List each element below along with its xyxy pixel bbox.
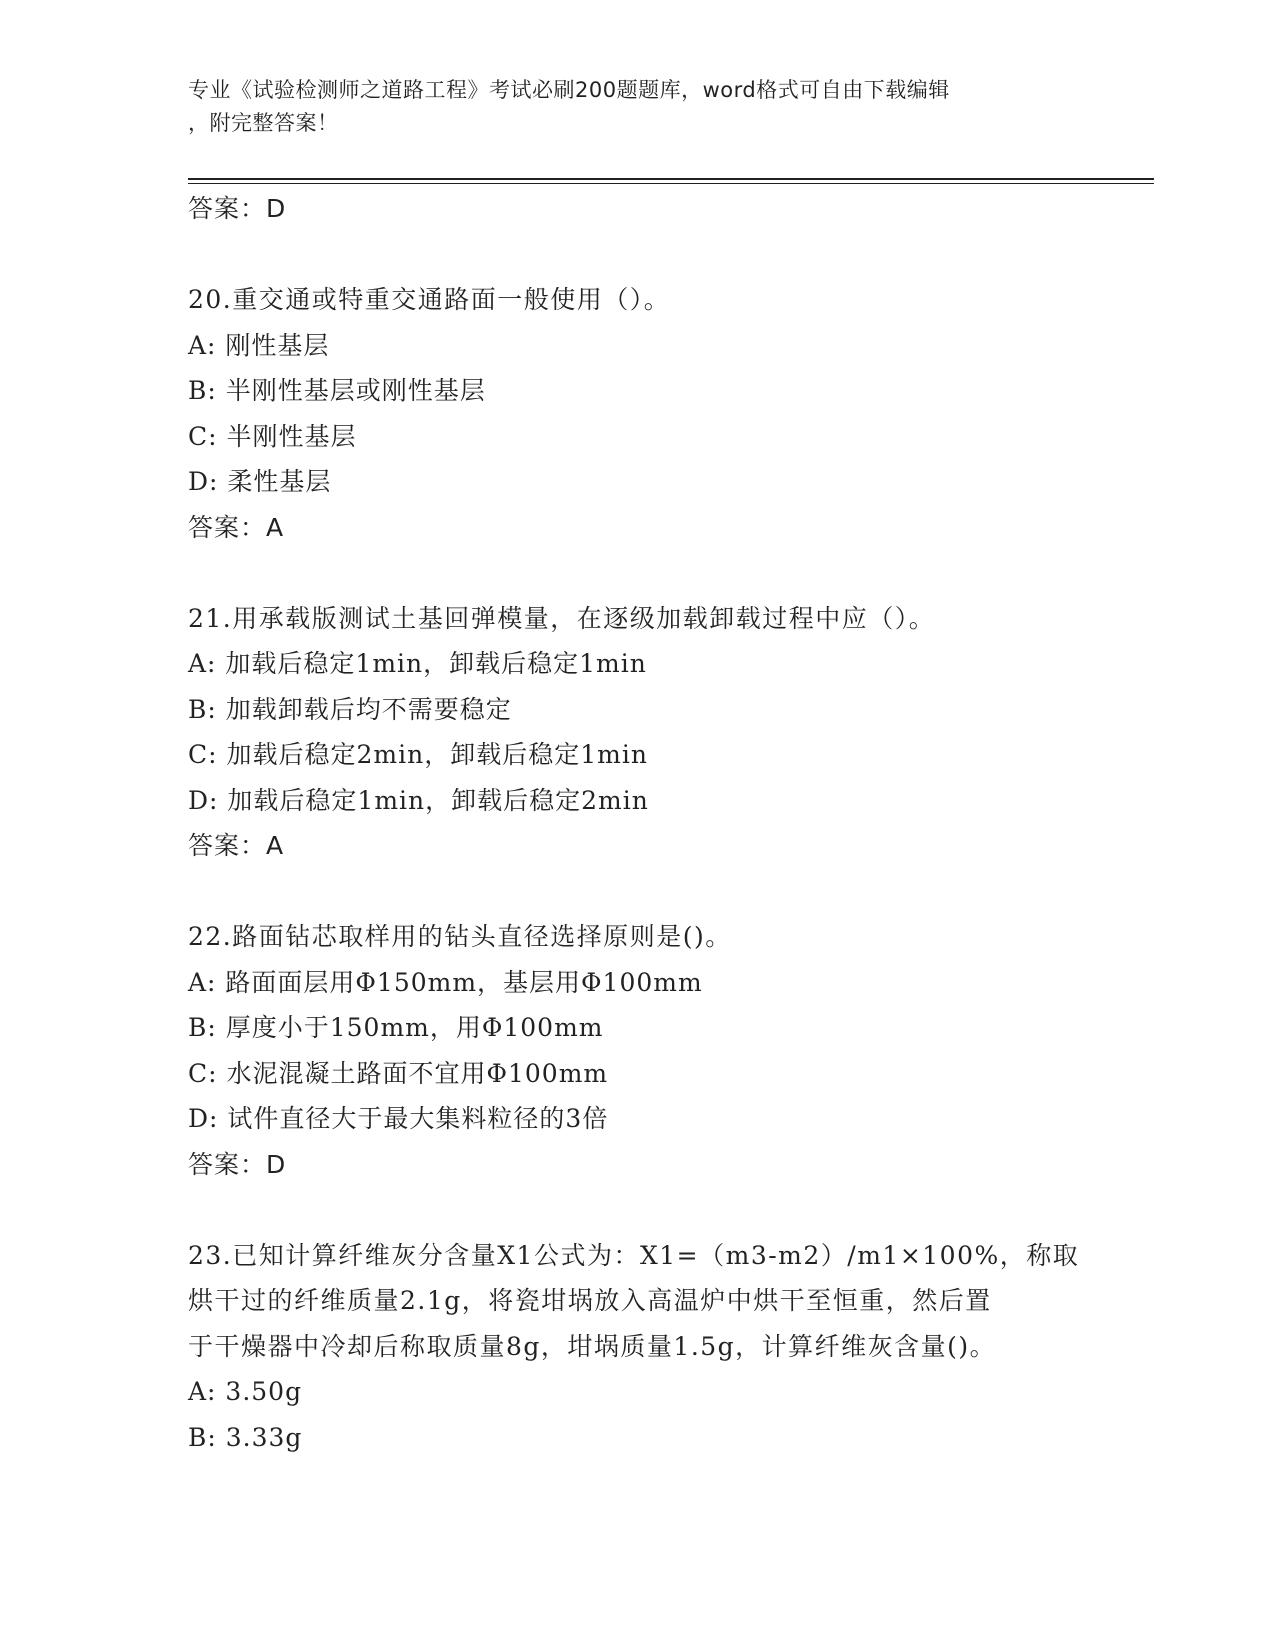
option-d: D: 加载后稳定1min，卸载后稳定2min [188, 785, 649, 815]
question-stem-continued: 烘干过的纤维质量2.1g，将瓷坩埚放入高温炉中烘干至恒重，然后置 [188, 1286, 992, 1315]
option-b: B: 加载卸载后均不需要稳定 [188, 694, 512, 724]
option-a: A: 路面面层用Φ150mm，基层用Φ100mm [188, 967, 703, 997]
question-stem: 21.用承载版测试土基回弹模量，在逐级加载卸载过程中应（）。 [188, 603, 936, 633]
question-stem-continued: 于干燥器中冷却后称取质量8g，坩埚质量1.5g，计算纤维灰含量()。 [188, 1331, 997, 1361]
answer-line: 答案：A [188, 512, 285, 542]
option-a: A: 加载后稳定1min，卸载后稳定1min [188, 649, 647, 678]
option-a: A: 3.50g [188, 1377, 303, 1406]
question-stem: 22.路面钻芯取样用的钻头直径选择原则是()。 [188, 922, 732, 951]
document-header [188, 74, 1068, 140]
spacer [188, 869, 1088, 915]
header-divider-thick [188, 178, 1154, 180]
option-b: B: 厚度小于150mm，用Φ100mm [188, 1013, 604, 1042]
document-body [188, 186, 1088, 1460]
spacer [188, 1187, 1088, 1233]
option-a: A: 刚性基层 [188, 330, 330, 360]
option-b: B: 半刚性基层或刚性基层 [188, 376, 486, 405]
option-c: C: 半刚性基层 [188, 421, 357, 451]
answer-line: 答案：D [188, 194, 287, 223]
spacer [188, 550, 1088, 596]
option-b: B: 3.33g [188, 1422, 303, 1452]
header-line-2: ，附完整答案！ [188, 111, 339, 135]
option-c: C: 水泥混凝土路面不宜用Φ100mm [188, 1058, 609, 1088]
header-divider-thin [188, 183, 1154, 184]
question-stem: 23.已知计算纤维灰分含量X1公式为：X1=（m3-m2）/m1×100%，称取 [188, 1240, 1080, 1270]
question-stem: 20.重交通或特重交通路面一般使用（）。 [188, 285, 671, 314]
answer-line: 答案：D [188, 1149, 287, 1179]
spacer [188, 232, 1088, 278]
header-line-1: 专业《试验检测师之道路工程》考试必刷200题题库，word格式可自由下载编辑 [188, 78, 950, 102]
answer-line: 答案：A [188, 831, 285, 860]
option-c: C: 加载后稳定2min，卸载后稳定1min [188, 740, 648, 769]
option-d: D: 柔性基层 [188, 467, 332, 496]
option-d: D: 试件直径大于最大集料粒径的3倍 [188, 1104, 609, 1133]
